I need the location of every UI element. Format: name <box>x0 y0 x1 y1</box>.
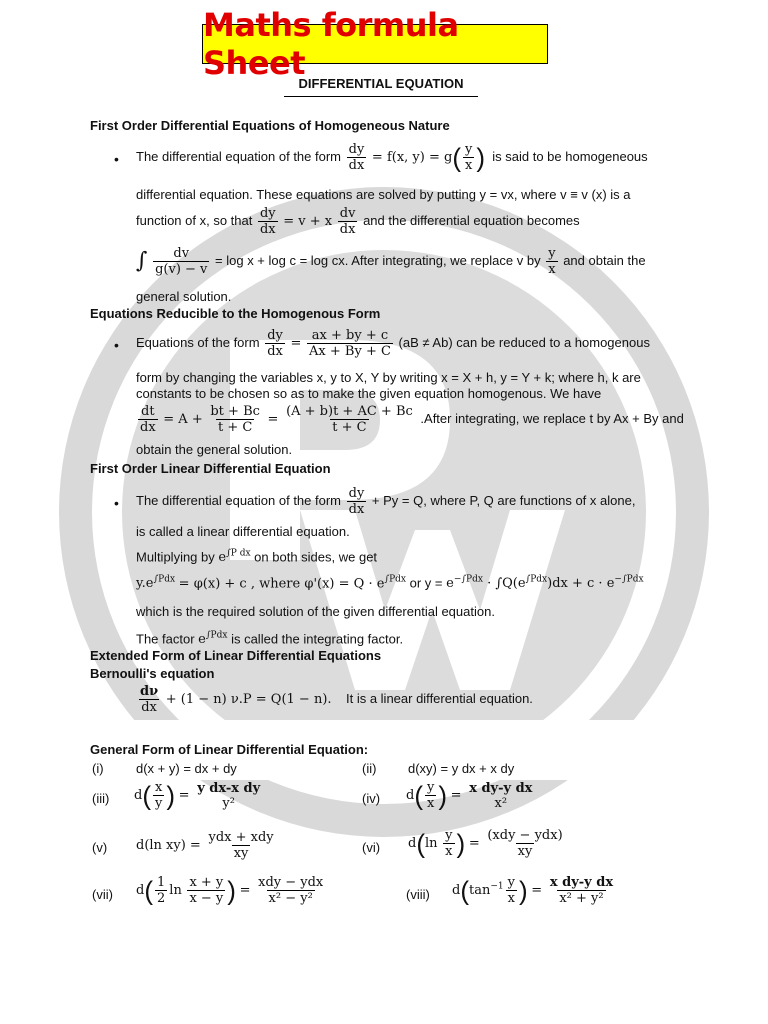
formula-ii: d(xy) = y dx + x dy <box>408 761 515 776</box>
formula-vii: d( $\frac{1}{2}$ ln $\frac{x + y}{x - y}$ ) = $\frac{\text{xdy − ydx}}{\text{x² − y²}}$ <box>136 875 324 906</box>
section-heading-extended: Extended Form of Linear Differential Equations <box>90 648 382 663</box>
item-label: (iv) <box>362 791 381 806</box>
page-title: Maths formula Sheet <box>203 6 459 82</box>
formula-iii: d( $\frac{x}{y}$ ) = y dx-x dy y² <box>134 780 261 811</box>
linear-text-5: which is the required solution of the given differential equation. <box>136 604 495 619</box>
homogeneous-text-3: function of x, so that $\frac{dy}{dx}$ = v + x $\frac{dv}{dx}$ and the differential equation becomes <box>136 206 580 237</box>
item-label: (i) <box>92 761 104 776</box>
formula-iv: d( $\frac{y}{x}$ ) = x dy-y dx x² <box>406 780 533 811</box>
item-label: (iii) <box>92 791 110 806</box>
item-label: (vii) <box>92 887 113 902</box>
bernoulli-heading: Bernoulli's equation <box>90 666 215 681</box>
formula-v: d(ln xy) = $\frac{\text{ydx + xdy}}{xy}$ <box>136 830 274 861</box>
section-heading-linear: First Order Linear Differential Equation <box>90 461 331 476</box>
reducible-text-3: constants to be chosen so as to make the given equation homogenous. We have <box>136 386 602 401</box>
section-heading-reducible: Equations Reducible to the Homogenous Form <box>90 306 381 321</box>
homogeneous-text-5: general solution. <box>136 289 232 304</box>
formula-i: d(x + y) = dx + dy <box>136 761 237 776</box>
bernoulli-equation-line: $\frac{d\nu}{dx}$ + (1 − n) ν.P = Q(1 − n). It is a linear differential equation. <box>140 684 533 715</box>
homogeneous-integral-line: ∫ $\frac{dv}{g(v) - v}$ = log x + log c = log cx. After integrating, we replace v by $\frac{y}{x}$ and obtain the <box>136 246 646 277</box>
formula-vi: d(ln $\frac{y}{x}$ ) = $\frac{\text{(xdy − ydx)}}{xy}$ <box>408 828 563 859</box>
bullet-icon: • <box>114 337 119 353</box>
integrating-factor-line: The factor $e^{\int Pdx}$ is called the integrating factor. <box>136 631 404 648</box>
item-label: (v) <box>92 840 108 855</box>
bullet-icon: • <box>114 495 119 511</box>
linear-multiply-line: Multiplying by $e^{\int P dx}$ on both sides, we get <box>136 549 378 566</box>
section-heading-homogeneous: First Order Differential Equations of Homogeneous Nature <box>90 118 450 133</box>
homogeneous-text-2: differential equation. These equations are solved by putting y = vx, where v ≡ v (x) is a <box>136 187 631 202</box>
homogeneous-form-line: The differential equation of the form $\frac{dy}{dx}$ = f(x, y) = g( $\frac{y}{x}$ ) is said to be homogeneous <box>136 142 648 173</box>
reducible-text-2: form by changing the variables x, y to X, Y by writing x = X + h, y = Y + k; where h, k are <box>136 370 641 385</box>
reducible-equation-line: $\frac{dt}{dx}$ = A + $\frac{bt + Bc}{t + C}$ = $\frac{(A + b)t + AC + Bc}{t + C}$ .After integrating, we replace t by Ax + By and <box>140 404 684 435</box>
item-label: (viii) <box>406 887 430 902</box>
linear-form-line: The differential equation of the form $\frac{dy}{dx}$ + Py = Q, where P, Q are functions of x alone, <box>136 486 636 517</box>
page-subtitle: DIFFERENTIAL EQUATION <box>284 76 478 97</box>
title-banner <box>202 6 548 82</box>
formula-viii: $d(\tan^{-1}$ $\frac{y}{x}$ ) = $\frac{\text{x dy-y dx}}{\text{x² + y²}}$ <box>452 875 614 906</box>
item-label: (ii) <box>362 761 377 776</box>
section-heading-general-form: General Form of Linear Differential Equation: <box>90 742 369 757</box>
item-label: (vi) <box>362 840 381 855</box>
linear-text-2: is called a linear differential equation. <box>136 524 350 539</box>
reducible-form-line: Equations of the form $\frac{dy}{dx}$ = $\frac{ax + by + c}{Ax + By + C}$ (aB ≠ Ab) can be reduced to a homogenous <box>136 328 650 359</box>
bullet-icon: • <box>114 151 119 167</box>
reducible-text-5: obtain the general solution. <box>136 442 293 457</box>
linear-solution-line: $y.e^{\int Pdx} = \varphi(x) + c$ , where $\varphi'(x) = Q \cdot e^{\int Pdx}$ or $y = e^{-\int Pdx} \cdot \int Q(e^{\int Pdx})dx + c \cdot e^{-\int Pdx}$ <box>136 575 644 592</box>
